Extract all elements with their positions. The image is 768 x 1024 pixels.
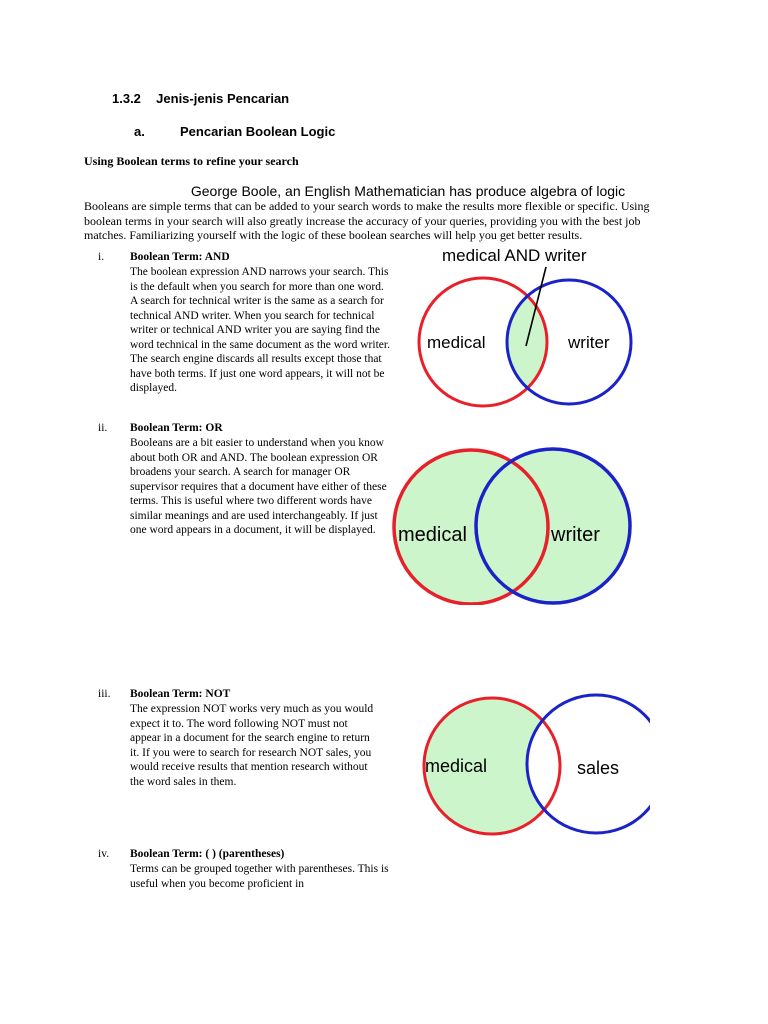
right-label: writer [551, 524, 600, 546]
item-title: Boolean Term: NOT [130, 688, 231, 700]
right-label: writer [568, 333, 610, 352]
venn-or-diagram [385, 445, 640, 605]
item-body: Terms can be grouped together with parentheses. This is useful when you become proficient in [130, 863, 389, 890]
section-title: Jenis-jenis Pencarian [156, 91, 290, 106]
item-title: Boolean Term: ( ) (parentheses) [130, 848, 285, 860]
item-number: i. [98, 251, 105, 263]
venn-and-diagram [405, 240, 645, 415]
item-number: iv. [98, 848, 110, 860]
item-title: Boolean Term: AND [130, 251, 230, 263]
subsection-letter: a. [134, 124, 145, 139]
left-label: medical [398, 524, 467, 546]
item-body: The expression NOT works very much as you would expect it to. The word following NOT must not appear in a document for the search engine to return it. If you were to search for research NOT sales, you would receive results that mention research without the word sales in them. [130, 703, 374, 788]
left-label: medical [427, 333, 486, 352]
right-label: sales [577, 758, 620, 778]
section-heading [112, 91, 289, 106]
diagram-caption: medical AND writer [442, 246, 587, 265]
centered-line: George Boole, an English Mathematician has produce algebra of logic [190, 183, 626, 199]
item-number: iii. [98, 688, 111, 700]
item-title: Boolean Term: OR [130, 422, 223, 434]
intro-paragraph: Booleans are simple terms that can be added to your search words to make the results more flexible or specific. Using boolean terms in your search will also greatly increase the accuracy of your queries, providing you with the best job matches. Familiarizing yourself with the logic of these boolean searches will help you get better results. [84, 199, 650, 242]
venn-not-diagram [410, 690, 650, 840]
section-number: 1.3.2 [112, 91, 141, 106]
left-label: medical [425, 756, 488, 776]
item-body: Booleans are a bit easier to understand when you know about both OR and AND. The boolean expression OR broadens your search. A search for manager OR supervisor requires that a document have either of these terms. This is useful where two different words have similar meanings and are used interchangeably. If just one word appears in a document, it will be displayed. [130, 437, 387, 536]
intro-heading: Using Boolean terms to refine your search [84, 154, 299, 168]
subsection-title: Pencarian Boolean Logic [180, 124, 336, 139]
item-body: The boolean expression AND narrows your search. This is the default when you search for more than one word. A search for technical writer is the same as a search for technical AND writer. When you search for technical writer or technical AND writer you are saying find the word technical in the same document as the word writer. The search engine discards all results except those that have both terms. If just one word appears, it will not be displayed. [130, 266, 390, 394]
item-number: ii. [98, 422, 108, 434]
